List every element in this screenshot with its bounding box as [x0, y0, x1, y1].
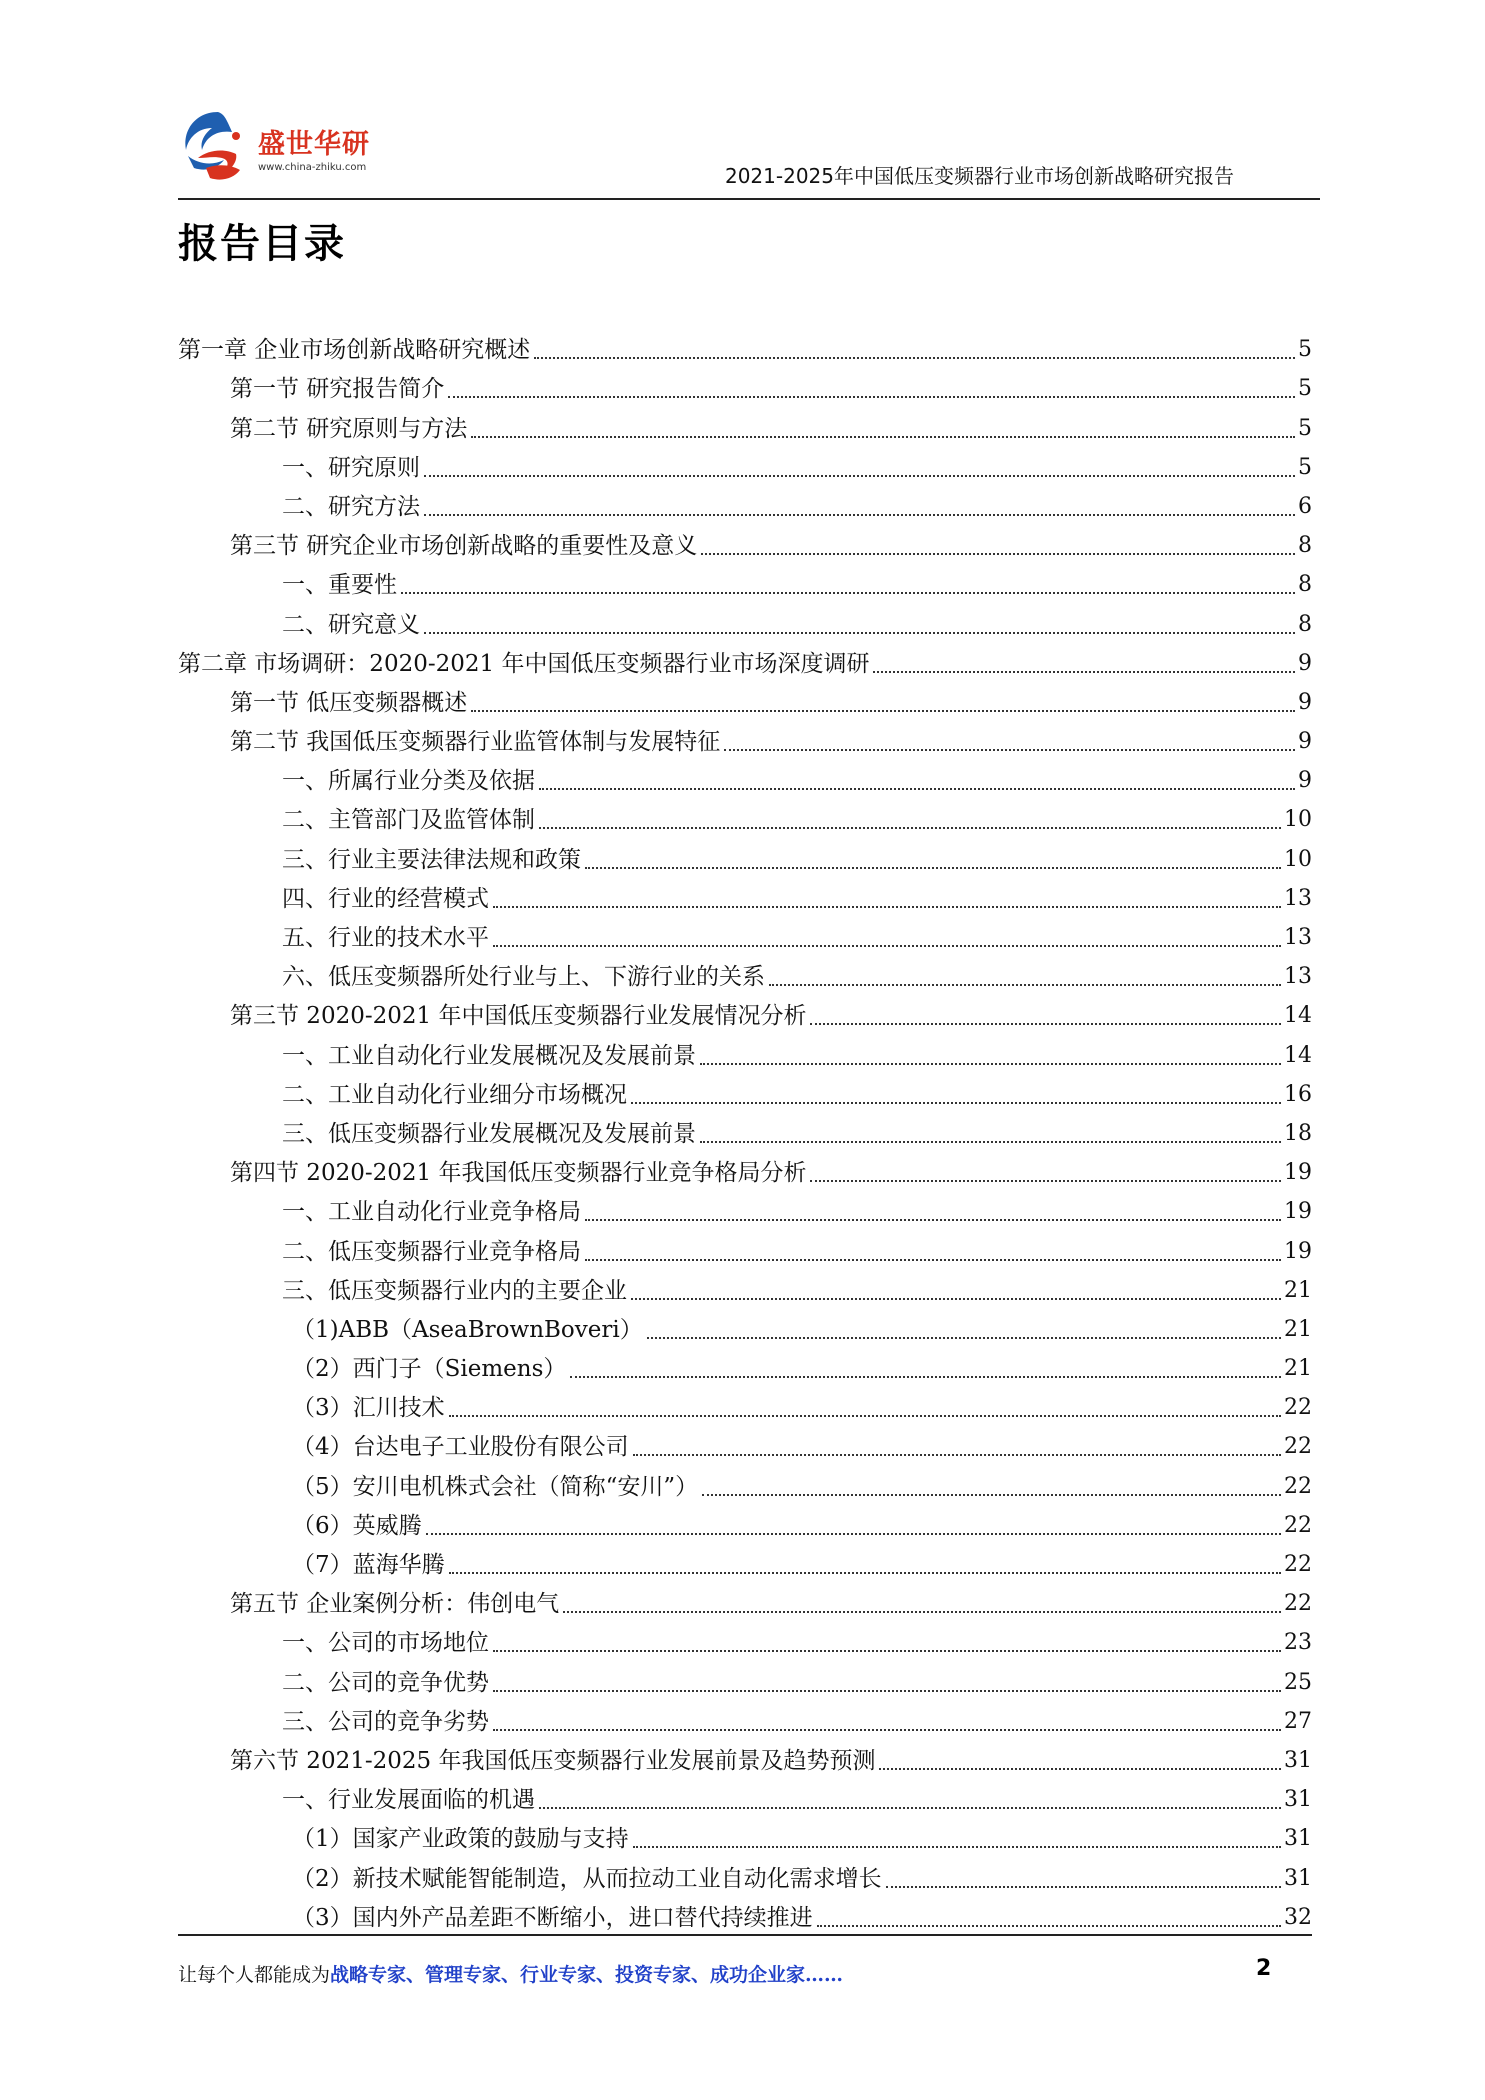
- toc-dot-leader: [585, 1259, 1281, 1261]
- toc-dot-leader: [401, 592, 1295, 594]
- toc-entry-title: 第三节 2020-2021 年中国低压变频器行业发展情况分析: [230, 1003, 807, 1030]
- toc-entry-page: 27: [1284, 1708, 1312, 1734]
- toc-entry-page: 13: [1284, 885, 1312, 911]
- toc-entry[interactable]: [178, 953, 1312, 992]
- toc-entry-title: （3）汇川技术: [292, 1395, 445, 1422]
- toc-entry-page: 9: [1298, 689, 1312, 715]
- toc-entry[interactable]: [178, 1619, 1312, 1658]
- toc-dot-leader: [810, 1023, 1281, 1025]
- toc-entry-title: （2）新技术赋能智能制造，从而拉动工业自动化需求增长: [292, 1865, 882, 1892]
- toc-entry-title: 第三节 研究企业市场创新战略的重要性及意义: [230, 533, 698, 560]
- toc-entry-page: 10: [1284, 846, 1312, 872]
- toc-dot-leader: [563, 1611, 1281, 1613]
- toc-entry-page: 13: [1284, 925, 1312, 950]
- toc-entry[interactable]: [178, 1345, 1312, 1384]
- toc-entry-page: 10: [1284, 807, 1312, 833]
- toc-entry-title: 三、公司的竞争劣势: [282, 1708, 489, 1735]
- toc-entry[interactable]: [178, 404, 1312, 443]
- toc-entry[interactable]: [178, 875, 1312, 914]
- footer-divider: [178, 1934, 1312, 1936]
- page-number: 2: [1256, 1956, 1272, 1981]
- toc-entry-title: 第五节 企业案例分析：伟创电气: [230, 1591, 560, 1618]
- toc-dot-leader: [493, 906, 1281, 908]
- toc-entry-page: 8: [1298, 611, 1312, 637]
- toc-dot-leader: [471, 710, 1295, 712]
- toc-dot-leader: [633, 1454, 1281, 1456]
- toc-dot-leader: [701, 553, 1295, 555]
- toc-entry-title: 第一节 低压变频器概述: [230, 689, 468, 716]
- toc-entry-page: 9: [1298, 768, 1312, 794]
- toc-entry-page: 19: [1284, 1160, 1312, 1186]
- toc-entry[interactable]: [178, 444, 1312, 483]
- toc-entry[interactable]: [178, 1815, 1312, 1854]
- toc-heading: 报告目录: [178, 221, 346, 267]
- toc-entry[interactable]: [178, 718, 1312, 757]
- toc-entry-page: 5: [1298, 376, 1312, 402]
- toc-dot-leader: [886, 1886, 1281, 1888]
- toc-entry-title: （1)ABB（AseaBrownBoveri）: [292, 1316, 643, 1343]
- toc-entry-page: 31: [1284, 1787, 1312, 1813]
- toc-entry-title: 三、行业主要法律法规和政策: [282, 846, 581, 873]
- toc-entry-page: 6: [1298, 493, 1312, 519]
- toc-entry-title: 二、研究意义: [282, 611, 420, 638]
- toc-entry-title: 二、研究方法: [282, 493, 420, 520]
- toc-entry[interactable]: [178, 1541, 1312, 1580]
- toc-dot-leader: [493, 1729, 1281, 1731]
- toc-entry-title: 二、工业自动化行业细分市场概况: [282, 1081, 627, 1108]
- toc-dot-leader: [631, 1298, 1281, 1300]
- footer-slogan: [178, 1960, 843, 1987]
- toc-entry-title: 三、低压变频器行业发展概况及发展前景: [282, 1120, 696, 1147]
- toc-entry[interactable]: [178, 679, 1312, 718]
- toc-entry-title: （2）西门子（Siemens）: [292, 1356, 567, 1383]
- toc-entry-title: 二、低压变频器行业竞争格局: [282, 1238, 581, 1265]
- toc-entry-title: 第四节 2020-2021 年我国低压变频器行业竞争格局分析: [230, 1160, 807, 1187]
- toc-entry[interactable]: [178, 1306, 1312, 1345]
- toc-entry[interactable]: [178, 1737, 1312, 1776]
- toc-entry-title: （1）国家产业政策的鼓励与支持: [292, 1826, 629, 1853]
- toc-entry-title: 五、行业的技术水平: [282, 925, 489, 951]
- toc-dot-leader: [539, 827, 1281, 829]
- toc-entry[interactable]: [178, 757, 1312, 796]
- toc-entry-title: 四、行业的经营模式: [282, 885, 489, 912]
- toc-entry[interactable]: [178, 1776, 1312, 1815]
- toc-dot-leader: [534, 357, 1295, 359]
- logo-url: www.china-zhiku.com: [258, 162, 367, 173]
- toc-entry-page: 8: [1298, 533, 1312, 559]
- toc-entry[interactable]: [178, 522, 1312, 561]
- toc-dot-leader: [448, 396, 1295, 398]
- toc-entry-title: 一、所属行业分类及依据: [282, 768, 535, 795]
- toc-entry-title: 第二章 市场调研：2020-2021 年中国低压变频器行业市场深度调研: [178, 650, 870, 677]
- toc-dot-leader: [700, 1141, 1281, 1143]
- toc-entry[interactable]: [178, 1698, 1312, 1737]
- toc-entry[interactable]: [178, 992, 1312, 1031]
- toc-entry[interactable]: [178, 640, 1312, 679]
- toc-entry-title: 三、低压变频器行业内的主要企业: [282, 1277, 627, 1304]
- toc-entry[interactable]: [178, 1188, 1312, 1227]
- logo-emblem-icon: [178, 106, 258, 188]
- toc-entry[interactable]: [178, 796, 1312, 835]
- report-title: 2021-2025年中国低压变频器行业市场创新战略研究报告: [724, 164, 1234, 188]
- toc-entry[interactable]: [178, 600, 1312, 639]
- toc-entry-page: 21: [1284, 1277, 1312, 1303]
- table-of-contents: [178, 326, 1312, 1933]
- toc-entry-page: 16: [1284, 1081, 1312, 1107]
- toc-entry-page: 9: [1298, 650, 1312, 676]
- toc-entry-title: （3）国内外产品差距不断缩小，进口替代持续推进: [292, 1904, 813, 1931]
- toc-entry-page: 31: [1284, 1826, 1312, 1852]
- toc-entry-page: 8: [1298, 572, 1312, 598]
- toc-dot-leader: [810, 1180, 1281, 1182]
- toc-entry[interactable]: [178, 1462, 1312, 1501]
- toc-entry-title: （6）英威腾: [292, 1512, 422, 1539]
- toc-entry-title: （7）蓝海华腾: [292, 1552, 445, 1578]
- toc-entry[interactable]: [178, 1854, 1312, 1893]
- toc-entry-page: 13: [1284, 964, 1312, 990]
- toc-dot-leader: [647, 1337, 1281, 1339]
- toc-entry-page: 22: [1284, 1434, 1312, 1460]
- toc-entry-title: 一、行业发展面临的机遇: [282, 1787, 535, 1814]
- toc-dot-leader: [449, 1415, 1281, 1417]
- toc-entry-page: 21: [1284, 1316, 1312, 1342]
- toc-entry[interactable]: [178, 1894, 1312, 1933]
- toc-entry-title: （5）安川电机株式会社（简称“安川”）: [292, 1473, 699, 1500]
- toc-entry-title: 第二节 研究原则与方法: [230, 415, 468, 442]
- toc-dot-leader: [700, 1063, 1281, 1065]
- toc-dot-leader: [570, 1376, 1281, 1378]
- toc-entry-title: 第一节 研究报告简介: [230, 376, 445, 403]
- toc-dot-leader: [631, 1102, 1281, 1104]
- company-logo: [178, 106, 398, 188]
- toc-entry[interactable]: [178, 1423, 1312, 1462]
- toc-entry[interactable]: [178, 1071, 1312, 1110]
- toc-entry-page: 19: [1284, 1238, 1312, 1264]
- toc-entry[interactable]: [178, 1502, 1312, 1541]
- toc-entry[interactable]: [178, 1384, 1312, 1423]
- toc-entry-page: 31: [1284, 1747, 1312, 1773]
- toc-entry-page: 5: [1298, 454, 1312, 480]
- toc-dot-leader: [539, 788, 1295, 790]
- toc-entry-title: 第一章 企业市场创新战略研究概述: [178, 337, 531, 364]
- toc-entry-page: 31: [1284, 1865, 1312, 1891]
- toc-entry[interactable]: [178, 365, 1312, 404]
- toc-dot-leader: [449, 1572, 1281, 1574]
- toc-dot-leader: [493, 945, 1281, 947]
- toc-entry[interactable]: [178, 914, 1312, 953]
- toc-entry-page: 5: [1298, 415, 1312, 441]
- toc-dot-leader: [724, 749, 1295, 751]
- toc-entry-title: 一、工业自动化行业发展概况及发展前景: [282, 1042, 696, 1069]
- toc-dot-leader: [769, 984, 1281, 986]
- toc-dot-leader: [817, 1925, 1281, 1927]
- toc-entry-page: 21: [1284, 1356, 1312, 1382]
- toc-entry-page: 22: [1284, 1591, 1312, 1617]
- toc-entry-page: 5: [1298, 337, 1312, 363]
- toc-entry[interactable]: [178, 1580, 1312, 1619]
- toc-dot-leader: [702, 1494, 1281, 1496]
- toc-entry-title: （4）台达电子工业股份有限公司: [292, 1434, 629, 1461]
- toc-dot-leader: [879, 1768, 1281, 1770]
- toc-dot-leader: [585, 867, 1281, 869]
- toc-entry-title: 二、主管部门及监管体制: [282, 807, 535, 834]
- footer-slogan-highlight: 战略专家、管理专家、行业专家、投资专家、成功企业家: [330, 1964, 806, 1986]
- toc-entry-page: 25: [1284, 1669, 1312, 1695]
- toc-dot-leader: [585, 1219, 1281, 1221]
- toc-entry[interactable]: [178, 1110, 1312, 1149]
- footer-slogan-suffix: ……: [805, 1964, 844, 1986]
- toc-entry[interactable]: [178, 835, 1312, 874]
- toc-entry-title: 第六节 2021-2025 年我国低压变频器行业发展前景及趋势预测: [230, 1747, 876, 1774]
- toc-entry-page: 22: [1284, 1512, 1312, 1538]
- toc-entry-title: 一、工业自动化行业竞争格局: [282, 1199, 581, 1226]
- toc-entry-page: 9: [1298, 729, 1312, 755]
- toc-entry-page: 23: [1284, 1630, 1312, 1656]
- toc-dot-leader: [424, 632, 1295, 634]
- toc-entry[interactable]: [178, 561, 1312, 600]
- toc-entry-page: 18: [1284, 1120, 1312, 1146]
- toc-dot-leader: [539, 1807, 1281, 1809]
- toc-entry[interactable]: [178, 1658, 1312, 1697]
- toc-entry-page: 22: [1284, 1395, 1312, 1421]
- toc-dot-leader: [493, 1650, 1281, 1652]
- toc-entry[interactable]: [178, 1149, 1312, 1188]
- toc-entry-page: 22: [1284, 1552, 1312, 1577]
- toc-entry-title: 二、公司的竞争优势: [282, 1669, 489, 1696]
- toc-dot-leader: [424, 514, 1295, 516]
- toc-entry-page: 32: [1284, 1904, 1312, 1930]
- toc-dot-leader: [424, 475, 1295, 477]
- toc-dot-leader: [471, 436, 1295, 438]
- footer-slogan-prefix: 让每个人都能成为: [178, 1964, 331, 1986]
- toc-entry[interactable]: [178, 1227, 1312, 1266]
- toc-entry-title: 一、公司的市场地位: [282, 1630, 489, 1657]
- toc-entry[interactable]: [178, 326, 1312, 365]
- toc-entry-page: 14: [1284, 1042, 1312, 1068]
- toc-entry-title: 六、低压变频器所处行业与上、下游行业的关系: [282, 964, 765, 991]
- page-header: [178, 100, 1320, 200]
- toc-entry-page: 19: [1284, 1199, 1312, 1225]
- toc-entry[interactable]: [178, 1031, 1312, 1070]
- toc-dot-leader: [493, 1690, 1281, 1692]
- toc-entry-title: 一、重要性: [282, 572, 397, 599]
- logo-name: 盛世华研: [258, 129, 370, 160]
- toc-dot-leader: [633, 1846, 1281, 1848]
- toc-entry-page: 14: [1284, 1003, 1312, 1029]
- toc-dot-leader: [873, 671, 1295, 673]
- toc-entry[interactable]: [178, 1267, 1312, 1306]
- toc-dot-leader: [426, 1533, 1281, 1535]
- toc-entry[interactable]: [178, 483, 1312, 522]
- toc-entry-title: 第二节 我国低压变频器行业监管体制与发展特征: [230, 729, 721, 756]
- toc-entry-page: 22: [1284, 1473, 1312, 1499]
- toc-entry-title: 一、研究原则: [282, 454, 420, 481]
